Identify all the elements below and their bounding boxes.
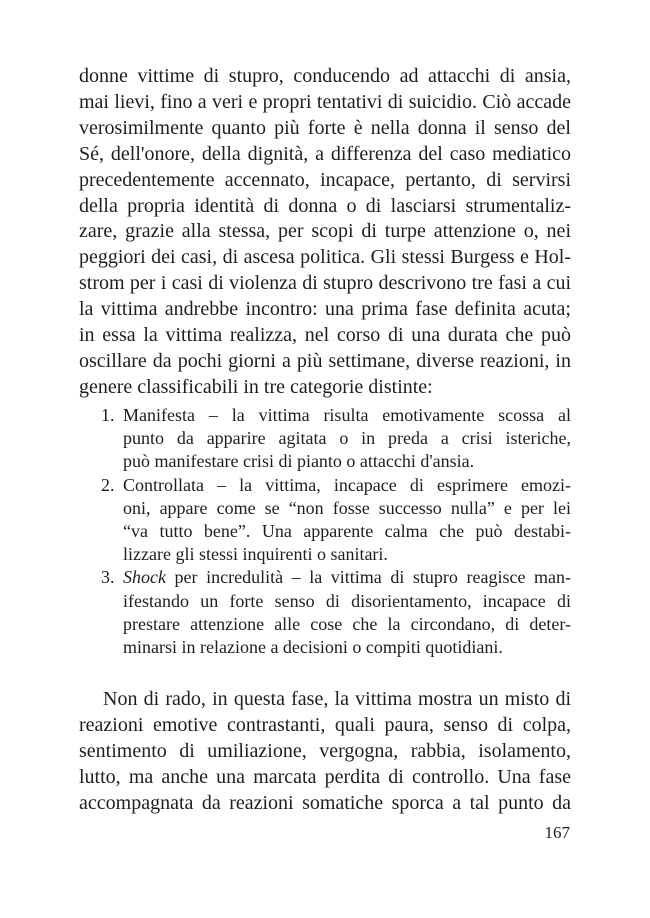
text-line: reazioni emotive contrastanti, quali paura, senso di colpa, [79,713,571,736]
list-item-line: Manifesta – la vittima risulta emotivamente scossa al [123,405,571,425]
text-line: oscillare da pochi giorni a più settimane, diverse reazioni, in [79,349,571,372]
text-line: genere classificabili in tre categorie distinte: [79,375,433,398]
text-line: Sé, dell'onore, della dignità, a differenza del caso mediatico [79,142,571,165]
list-item-number: 1. [101,405,115,425]
page-number: 167 [544,823,570,842]
list-item-line: minarsi in relazione a decisioni o compiti quotidiani. [123,637,503,658]
list-item-line-first [123,566,571,589]
text-line: la vittima andrebbe incontro: una prima fase definita acuta; [79,298,571,321]
text-line: accompagnata da reazioni somatiche sporca a tal punto da [79,791,571,814]
numbered-list [101,404,571,659]
text-line: precedentemente accennato, incapace, pertanto, di servirsi [79,168,571,191]
paragraph-bottom [79,687,571,817]
list-item-line: punto da apparire agitata o in preda a crisi isteriche, [123,428,571,449]
list-item-number: 3. [101,567,115,588]
text-line: peggiori dei casi, di ascesa politica. Gli stessi Burgess e Hol- [79,246,571,269]
text-line: verosimilmente quanto più forte è nella donna il senso del [79,116,571,139]
text-line: strom per i casi di violenza di stupro descrivono tre fasi a cui [79,272,571,295]
list-item-line: lizzare gli stessi inquirenti o sanitari. [123,544,388,565]
list-item-line: ifestando un forte senso di disorientamento, incapace di [123,590,571,611]
italic-word: Shock [123,567,166,588]
list-item-line: “va tutto bene”. Una apparente calma che può destabi- [123,521,571,542]
list-item-line: prestare attenzione alle cose che la circondano, di deter- [123,613,571,634]
paragraph-top [79,64,571,401]
text-line: Non di rado, in questa fase, la vittima mostra un misto di [103,688,571,710]
list-item-line: può manifestare crisi di pianto o attacchi d'ansia. [123,451,475,472]
list-item-line: Controllata – la vittima, incapace di esprimere emozi- [123,474,571,495]
text-line: sentimento di umiliazione, vergogna, rabbia, isolamento, [79,739,571,762]
text-line: mai lievi, fino a veri e propri tentativi di suicidio. Ciò accade [79,90,571,113]
text-line: zare, grazie alla stessa, per scopi di turpe attenzione o, nei [79,220,571,243]
text-line: in essa la vittima realizza, nel corso di una durata che può [79,324,571,347]
text-line: della propria identità di donna o di lasciarsi strumentaliz- [79,194,571,217]
list-item-line: oni, appare come se “non fosse successo nulla” e per lei [123,497,571,518]
text-line: donne vittime di stupro, conducendo ad attacchi di ansia, [79,65,571,87]
list-item [101,404,571,474]
list-item [101,566,571,659]
list-item [101,474,571,567]
list-item-number: 2. [101,474,115,495]
text-line: lutto, ma anche una marcata perdita di controllo. Una fase [79,765,571,788]
list-item-line-rest: per incredulità – la vittima di stupro reagisce man- [165,567,571,588]
